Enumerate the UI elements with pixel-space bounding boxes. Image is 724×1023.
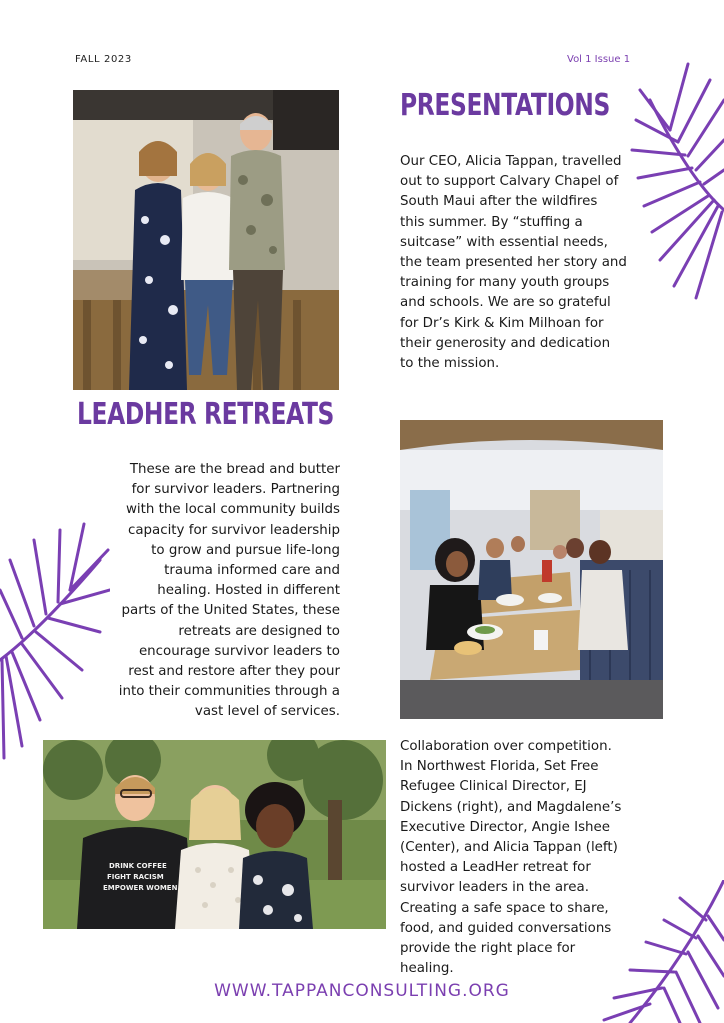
shirt-line: DRINK COFFEE bbox=[109, 862, 167, 870]
text-line: retreats are designed to bbox=[178, 623, 340, 639]
text-line: Executive Director, Angie Ishee bbox=[400, 819, 611, 835]
text-line: parts of the United States, these bbox=[121, 603, 340, 619]
text-line: to grow and pursue life-long bbox=[151, 542, 340, 558]
text-line: Dickens (right), and Magdalene’s bbox=[400, 799, 622, 815]
text-line: training for many youth groups bbox=[400, 275, 610, 291]
leadher-paragraph bbox=[72, 460, 340, 723]
text-line: healing. Hosted in different bbox=[157, 583, 340, 599]
text-line: These are the bread and butter bbox=[129, 462, 340, 477]
text-line: vast level of services. bbox=[194, 704, 340, 720]
presentations-heading: PRESENTATIONS bbox=[400, 88, 610, 123]
text-line: trauma informed care and bbox=[164, 563, 340, 579]
photo-stage-group bbox=[73, 90, 339, 390]
leadher-heading: LEADHER RETREATS bbox=[77, 397, 335, 432]
text-line: Refugee Clinical Director, EJ bbox=[400, 779, 587, 795]
issue-label: Vol 1 Issue 1 bbox=[567, 54, 631, 65]
text-line: into their communities through a bbox=[118, 684, 340, 700]
text-line: rest and restore after they pour bbox=[128, 664, 340, 680]
text-line: Creating a safe space to share, bbox=[400, 900, 609, 916]
collaboration-paragraph bbox=[400, 737, 670, 979]
text-line: for survivor leaders. Partnering bbox=[131, 482, 340, 498]
text-line: healing. bbox=[400, 961, 454, 977]
text-line: and schools. We are so grateful bbox=[400, 295, 611, 311]
text-line: South Maui after the wildfires bbox=[400, 194, 598, 210]
season-label: FALL 2023 bbox=[75, 54, 132, 65]
text-line: survivor leaders in the area. bbox=[400, 880, 589, 896]
text-line: for Dr’s Kirk & Kim Milhoan for bbox=[400, 315, 604, 331]
text-line: provide the right place for bbox=[400, 941, 576, 957]
website-link[interactable]: WWW.TAPPANCONSULTING.ORG bbox=[214, 981, 510, 1001]
text-line: their generosity and dedication bbox=[400, 335, 611, 351]
text-line: hosted a LeadHer retreat for bbox=[400, 860, 591, 876]
text-line: capacity for survivor leadership bbox=[127, 522, 340, 538]
presentations-paragraph bbox=[400, 152, 672, 374]
photo-outdoor-group bbox=[43, 740, 386, 929]
text-line: (Center), and Alicia Tappan (left) bbox=[400, 840, 618, 856]
text-line: encourage survivor leaders to bbox=[138, 643, 340, 659]
text-line: this summer. By “stuffing a bbox=[400, 214, 583, 230]
text-line: to the mission. bbox=[400, 356, 500, 372]
text-line: Our CEO, Alicia Tappan, travelled bbox=[400, 154, 622, 169]
photo-dinner-table bbox=[400, 420, 663, 719]
shirt-line: EMPOWER WOMEN bbox=[103, 884, 178, 892]
text-line: In Northwest Florida, Set Free bbox=[400, 759, 599, 775]
text-line: the team presented her story and bbox=[400, 255, 627, 271]
text-line: Collaboration over competition. bbox=[400, 739, 612, 754]
text-line: food, and guided conversations bbox=[400, 920, 612, 936]
text-line: out to support Calvary Chapel of bbox=[400, 174, 619, 190]
shirt-line: FIGHT RACISM bbox=[107, 873, 164, 881]
text-line: with the local community builds bbox=[125, 502, 340, 518]
text-line: suitcase” with essential needs, bbox=[400, 234, 608, 250]
